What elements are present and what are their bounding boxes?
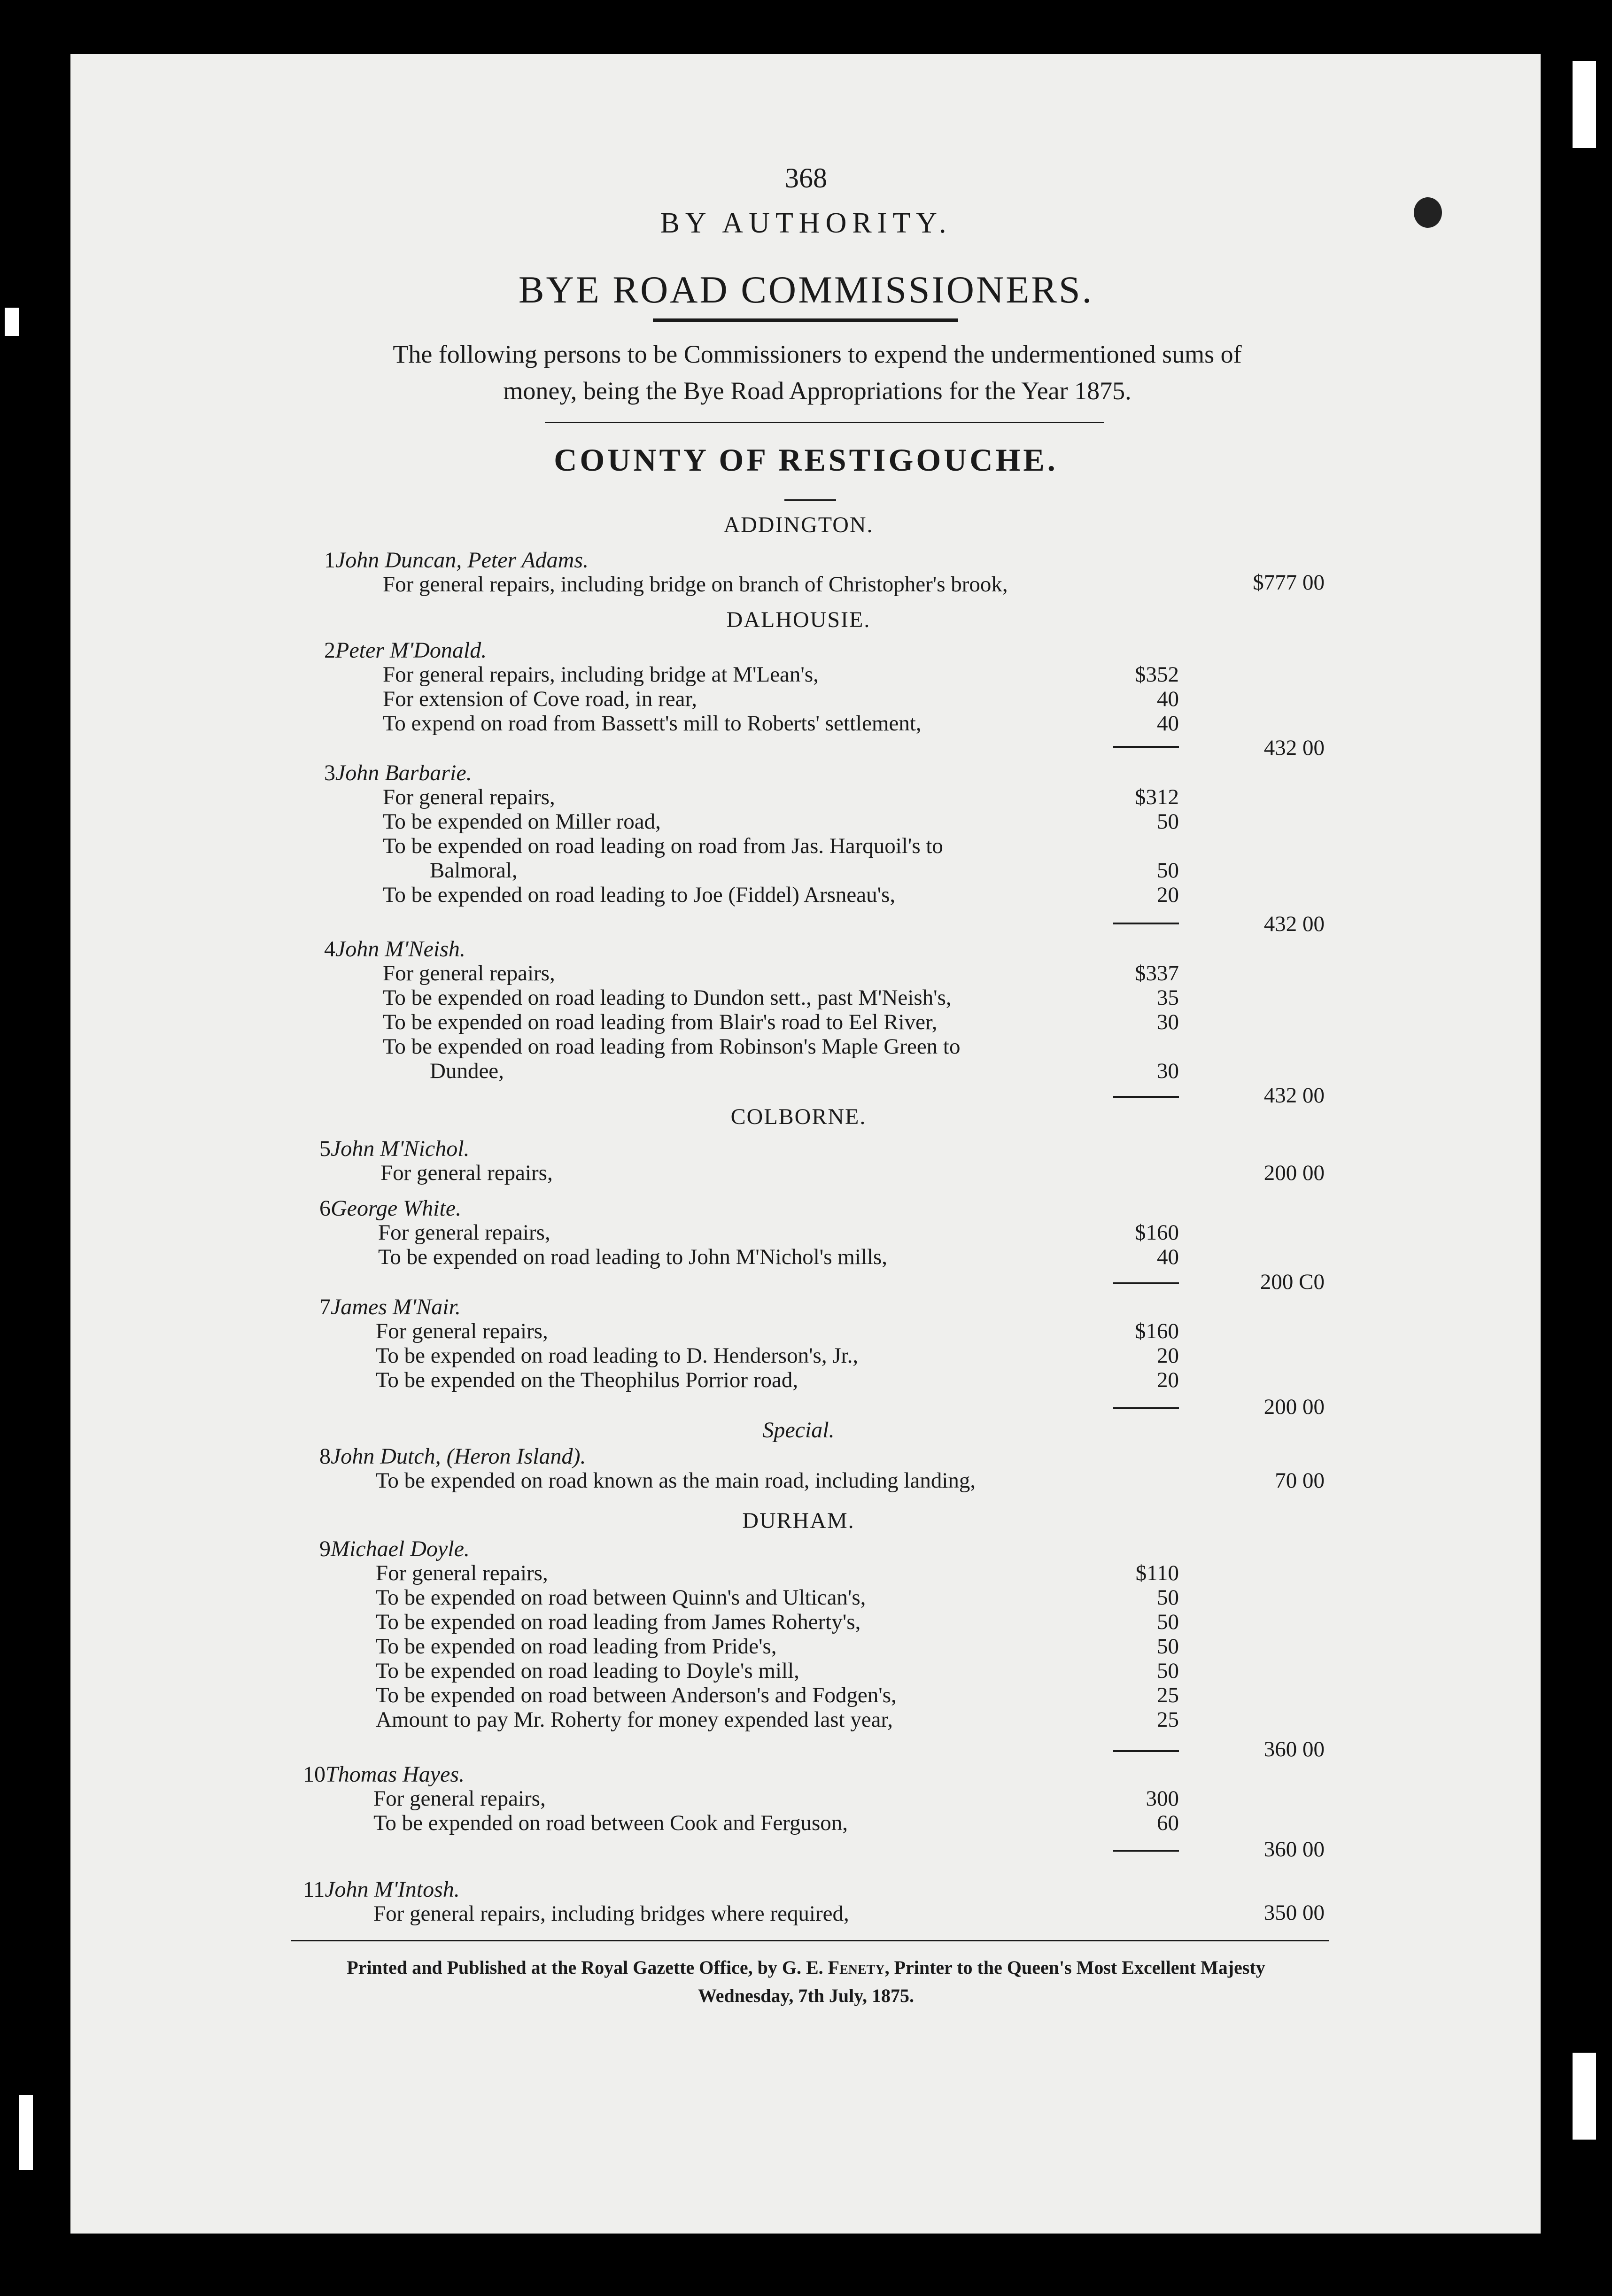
appropriation-line: To be expended on the Theophilus Porrior road, bbox=[376, 1368, 798, 1392]
appropriation-line: Balmoral, bbox=[430, 858, 518, 883]
appropriation-line: To be expended on road leading to Dundon sett., past M'Neish's, bbox=[383, 985, 952, 1010]
entry-number: 11 bbox=[303, 1877, 325, 1902]
appropriation-line: For general repairs, bbox=[373, 1786, 546, 1811]
commissioner-entry-10 bbox=[303, 1761, 465, 1787]
appropriation-line: For general repairs, bbox=[376, 1561, 548, 1585]
entry-total: 432 00 bbox=[1263, 736, 1325, 760]
subtotal-rule bbox=[1113, 1407, 1179, 1409]
line-amount: 30 bbox=[1157, 1059, 1179, 1083]
entry-total: 70 00 bbox=[1275, 1468, 1325, 1493]
line-amount: 50 bbox=[1157, 1610, 1179, 1634]
appropriation-line: Dundee, bbox=[430, 1059, 504, 1083]
footer-imprint-post: , Printer to the Queen's Most Excellent Majesty bbox=[884, 1957, 1265, 1978]
line-amount: 40 bbox=[1157, 1245, 1179, 1269]
entry-number: 8 bbox=[319, 1444, 331, 1469]
line-amount: $337 bbox=[1135, 961, 1179, 985]
county-heading: COUNTY OF RESTIGOUCHE. bbox=[554, 442, 1058, 478]
entry-total: 360 00 bbox=[1263, 1737, 1325, 1761]
commissioner-entry-5 bbox=[319, 1136, 470, 1162]
line-amount: $110 bbox=[1135, 1561, 1179, 1585]
line-amount: 25 bbox=[1157, 1683, 1179, 1707]
appropriation-line: To be expended on road leading from Pride's, bbox=[376, 1634, 777, 1659]
subtotal-rule bbox=[1113, 1096, 1179, 1098]
commissioner-name: George White. bbox=[331, 1196, 462, 1221]
by-authority-heading: BY AUTHORITY. bbox=[660, 207, 952, 239]
film-edge-mark bbox=[5, 308, 19, 336]
commissioner-name: Michael Doyle. bbox=[331, 1536, 470, 1561]
entry-total: $777 00 bbox=[1253, 570, 1325, 595]
page-number: 368 bbox=[785, 163, 827, 194]
commissioner-name: John M'Nichol. bbox=[331, 1136, 470, 1161]
line-amount: 300 bbox=[1146, 1786, 1179, 1811]
commissioner-name: John M'Neish. bbox=[335, 937, 465, 962]
entry-number: 1 bbox=[324, 548, 335, 573]
intro-rule bbox=[545, 422, 1104, 423]
film-edge-mark bbox=[1573, 2053, 1596, 2140]
line-amount: $160 bbox=[1135, 1220, 1179, 1245]
line-amount: $352 bbox=[1135, 662, 1179, 687]
appropriation-line: For general repairs, bbox=[378, 1220, 550, 1245]
footer-date: Wednesday, 7th July, 1875. bbox=[698, 1985, 914, 2006]
district-addington: ADDINGTON. bbox=[723, 512, 874, 537]
commissioner-name: Thomas Hayes. bbox=[326, 1762, 465, 1787]
line-amount: 50 bbox=[1157, 1634, 1179, 1659]
film-edge-mark bbox=[1573, 61, 1596, 148]
film-edge-mark bbox=[19, 2095, 33, 2170]
entry-number: 9 bbox=[319, 1536, 331, 1561]
entry-number: 6 bbox=[319, 1196, 331, 1221]
entry-total: 360 00 bbox=[1263, 1837, 1325, 1862]
entry-number: 3 bbox=[324, 760, 335, 785]
appropriation-line: For general repairs, bbox=[376, 1319, 548, 1343]
appropriation-line: To be expended on road leading to D. Henderson's, Jr., bbox=[376, 1343, 859, 1368]
line-amount: 35 bbox=[1157, 985, 1179, 1010]
appropriation-line: For general repairs, including bridge on branch of Christopher's brook, bbox=[383, 572, 1008, 597]
entry-total: 432 00 bbox=[1263, 1083, 1325, 1108]
appropriation-line: To be expended on Miller road, bbox=[383, 809, 661, 834]
appropriation-line: To be expended on road leading from James Roherty's, bbox=[376, 1610, 861, 1634]
commissioner-entry-2 bbox=[324, 637, 487, 663]
appropriation-line: For general repairs, bbox=[383, 785, 555, 809]
footer-printer-name: Fenety bbox=[828, 1957, 885, 1978]
line-amount: 30 bbox=[1157, 1010, 1179, 1034]
district-special: Special. bbox=[762, 1418, 835, 1443]
commissioner-entry-6 bbox=[319, 1195, 461, 1221]
appropriation-line: For extension of Cove road, in rear, bbox=[383, 687, 697, 711]
entry-total: 432 00 bbox=[1263, 912, 1325, 936]
district-dalhousie: DALHOUSIE. bbox=[726, 607, 871, 632]
entry-total: 350 00 bbox=[1263, 1900, 1325, 1925]
entry-number: 10 bbox=[303, 1762, 326, 1787]
commissioner-entry-11 bbox=[303, 1877, 460, 1902]
line-amount: 20 bbox=[1157, 1343, 1179, 1368]
intro-line-2: money, being the Bye Road Appropriations for the Year 1875. bbox=[503, 377, 1132, 405]
entry-number: 2 bbox=[324, 638, 335, 663]
footer-imprint bbox=[0, 1956, 1612, 1978]
entry-total: 200 C0 bbox=[1260, 1270, 1325, 1294]
appropriation-line: To be expended on road leading from Robinson's Maple Green to bbox=[383, 1034, 961, 1059]
appropriation-line: For general repairs, including bridges where required, bbox=[373, 1901, 849, 1926]
line-amount: 25 bbox=[1157, 1707, 1179, 1732]
district-durham: DURHAM. bbox=[742, 1508, 855, 1533]
intro-paragraph bbox=[324, 336, 1310, 409]
entry-total: 200 00 bbox=[1263, 1161, 1325, 1185]
commissioner-entry-9 bbox=[319, 1536, 470, 1562]
subtotal-rule bbox=[1113, 1850, 1179, 1852]
commissioner-name: John Barbarie. bbox=[335, 760, 472, 785]
commissioner-name: John Duncan, Peter Adams. bbox=[335, 548, 589, 573]
line-amount: 50 bbox=[1157, 1585, 1179, 1610]
subtotal-rule bbox=[1113, 1282, 1179, 1284]
line-amount: 20 bbox=[1157, 883, 1179, 907]
commissioner-entry-1 bbox=[324, 547, 589, 573]
district-colborne: COLBORNE. bbox=[730, 1104, 867, 1129]
appropriation-line: To be expended on road leading on road from Jas. Harquoil's to bbox=[383, 834, 943, 858]
appropriation-line: To expend on road from Bassett's mill to Roberts' settlement, bbox=[383, 711, 922, 736]
entry-number: 5 bbox=[319, 1136, 331, 1161]
line-amount: 60 bbox=[1157, 1811, 1179, 1835]
line-amount: 50 bbox=[1157, 809, 1179, 834]
intro-line-1: The following persons to be Commissioners to expend the undermentioned sums of bbox=[393, 340, 1242, 368]
line-amount: 40 bbox=[1157, 687, 1179, 711]
commissioner-name: Peter M'Donald. bbox=[335, 638, 487, 663]
appropriation-line: To be expended on road leading to Joe (Fiddel) Arsneau's, bbox=[383, 883, 896, 907]
commissioner-name: John Dutch, (Heron Island). bbox=[331, 1444, 586, 1469]
line-amount: 40 bbox=[1157, 711, 1179, 736]
appropriation-line: For general repairs, including bridge at M'Lean's, bbox=[383, 662, 819, 687]
line-amount: 50 bbox=[1157, 858, 1179, 883]
line-amount: $160 bbox=[1135, 1319, 1179, 1343]
line-amount: 20 bbox=[1157, 1368, 1179, 1392]
appropriation-line: To be expended on road leading to John M'Nichol's mills, bbox=[378, 1245, 888, 1269]
appropriation-line: To be expended on road between Quinn's and Ultican's, bbox=[376, 1585, 866, 1610]
commissioner-name: James M'Nair. bbox=[331, 1295, 461, 1319]
appropriation-line: For general repairs, bbox=[380, 1161, 553, 1185]
appropriation-line: To be expended on road between Cook and Ferguson, bbox=[373, 1811, 848, 1835]
commissioner-entry-3 bbox=[324, 760, 472, 786]
appropriation-line: To be expended on road known as the main road, including landing, bbox=[376, 1468, 976, 1493]
footer-rule bbox=[291, 1940, 1329, 1941]
commissioner-entry-8 bbox=[319, 1443, 586, 1469]
line-amount: $312 bbox=[1135, 785, 1179, 809]
commissioner-name: John M'Intosh. bbox=[325, 1877, 460, 1902]
commissioner-entry-7 bbox=[319, 1294, 461, 1320]
appropriation-line: To be expended on road between Anderson's and Fodgen's, bbox=[376, 1683, 897, 1707]
commissioner-entry-4 bbox=[324, 936, 465, 962]
appropriation-line: To be expended on road leading from Blair's road to Eel River, bbox=[383, 1010, 938, 1034]
subtotal-rule bbox=[1113, 1750, 1179, 1752]
page-title: BYE ROAD COMMISSIONERS. bbox=[518, 268, 1094, 311]
entry-number: 4 bbox=[324, 937, 335, 962]
footer-imprint-pre: Printed and Published at the Royal Gazette Office, by G. E. bbox=[347, 1957, 823, 1978]
line-amount: 50 bbox=[1157, 1659, 1179, 1683]
appropriation-line: Amount to pay Mr. Roherty for money expended last year, bbox=[376, 1707, 893, 1732]
subtotal-rule bbox=[1113, 746, 1179, 748]
county-rule bbox=[784, 499, 836, 501]
subtotal-rule bbox=[1113, 923, 1179, 924]
entry-number: 7 bbox=[319, 1295, 331, 1319]
title-rule bbox=[653, 318, 958, 322]
entry-total: 200 00 bbox=[1263, 1395, 1325, 1419]
appropriation-line: To be expended on road leading to Doyle's mill, bbox=[376, 1659, 799, 1683]
appropriation-line: For general repairs, bbox=[383, 961, 555, 985]
